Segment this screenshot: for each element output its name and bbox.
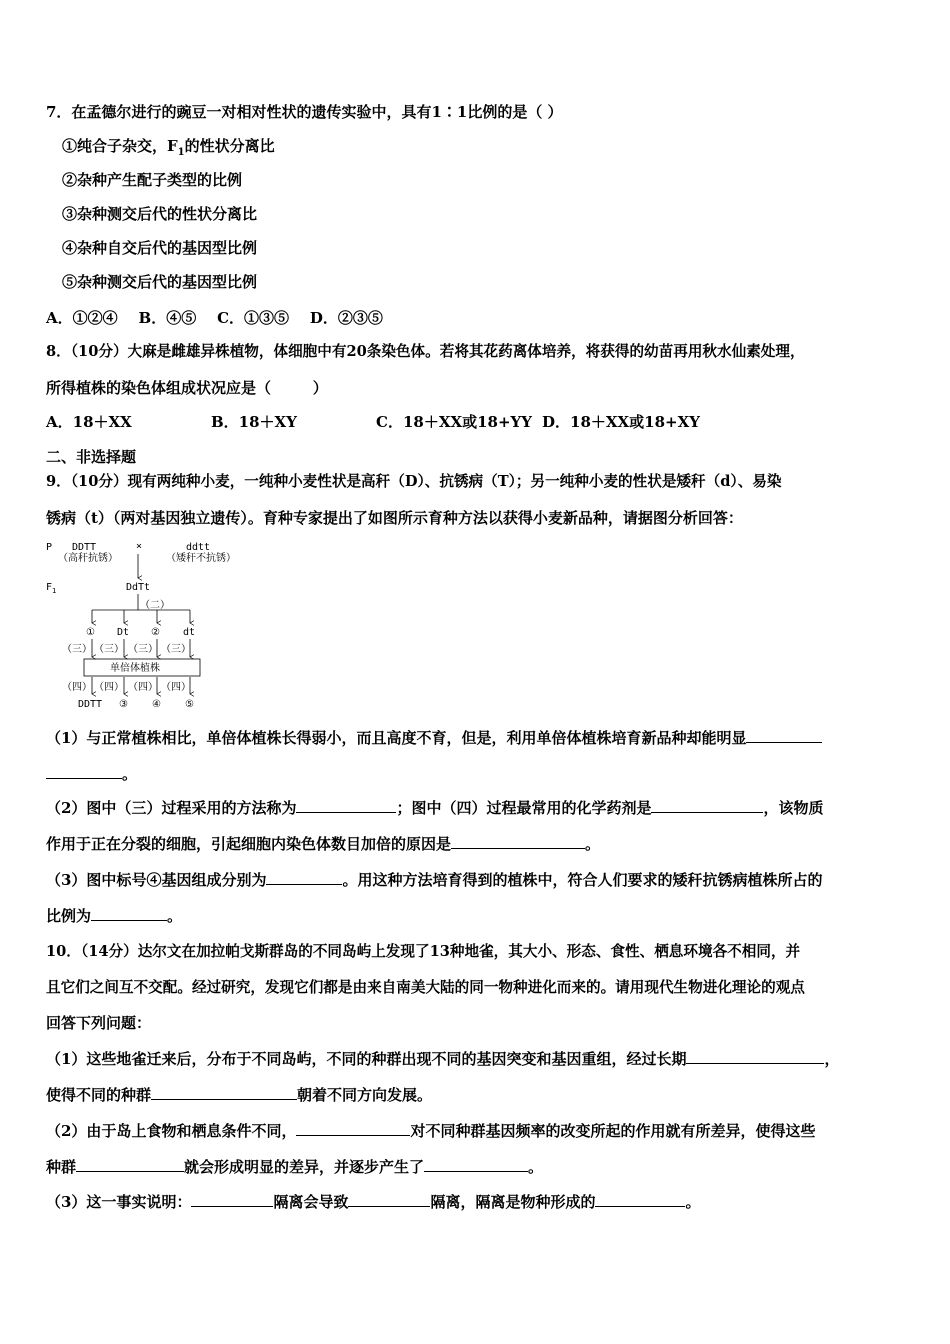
diagram-f1-label-sub: 1 [52, 587, 57, 595]
q9-sub1 [46, 728, 822, 748]
q9-sub2-text-a: （2）图中（三）过程采用的方法称为 [46, 799, 297, 817]
q10-sub1 [46, 1049, 839, 1069]
q7-options: A．①②④ B．④⑤ C．①③⑤ D．②③⑤ [46, 309, 383, 327]
q10-sub1-text-b: ， [824, 1050, 840, 1068]
q7-item-1-text: ①纯合子杂交，F [62, 137, 178, 155]
q7-item-2: ②杂种产生配子类型的比例 [62, 171, 243, 189]
q9-sub2-text-c: ，该物质 [763, 799, 824, 817]
q10-line3: 回答下列问题： [46, 1014, 152, 1032]
diagram-f1: DdTt [126, 582, 151, 593]
diagram-result-1: DDTT [78, 699, 103, 710]
q10-sub1-text-a: （1）这些地雀迁来后，分布于不同岛屿，不同的种群出现不同的基因突变和基因重组，经过长期 [46, 1050, 687, 1068]
q9-sub2 [46, 798, 823, 818]
q10-sub3-text-c: 隔离，隔离是物种形成的 [430, 1193, 596, 1211]
q9-sub3-text-b: 。用这种方法培育得到的植株中，符合人们要求的矮秆抗锈病植株所占的 [342, 871, 823, 889]
diagram-step4-2: （四） [94, 682, 124, 693]
q7-item-4: ④杂种自交后代的基因型比例 [62, 239, 258, 257]
diagram-step3-3: （三） [128, 644, 158, 655]
q9-sub2-cont [46, 834, 600, 854]
q10-sub1-text-c: 使得不同的种群 [46, 1086, 152, 1104]
q10-sub2-text-e: 。 [528, 1158, 544, 1176]
diagram-haploid-label: 单倍体植株 [110, 663, 160, 674]
q8-option-c: C．18＋XX或18+YY [376, 413, 532, 431]
q9-sub3 [46, 870, 822, 890]
q7-item-5: ⑤杂种测交后代的基因型比例 [62, 273, 258, 291]
q9-line1: 9．（10分）现有两纯种小麦，一纯种小麦性状是高秆（D）、抗锈病（T）；另一纯种小麦的性状是矮秆（d）、易染 [46, 473, 782, 490]
q9-sub3-text-d: 。 [167, 907, 183, 925]
q7-item-1-post: 的性状分离比 [184, 137, 275, 155]
q9-sub1-blank-a[interactable] [746, 728, 822, 743]
q10-sub2-text-b: 对不同种群基因频率的改变所起的作用就有所差异，使得这些 [410, 1122, 816, 1140]
diagram-f1-label-text: F [46, 582, 53, 593]
diagram-f1-label [46, 582, 56, 595]
breeding-diagram [44, 536, 264, 716]
q10-sub2-blank-c[interactable] [424, 1157, 528, 1172]
diagram-parent2-desc: （矮秆不抗锈） [166, 553, 236, 564]
q9-sub3-text-a: （3）图中标号④基因组成分别为 [46, 871, 267, 889]
q10-sub3-blank-c[interactable] [595, 1192, 685, 1207]
q9-sub2-blank-chemical[interactable] [651, 798, 763, 813]
q10-sub2-cont [46, 1157, 543, 1177]
section-title: 二、非选择题 [46, 448, 137, 466]
q10-sub2-text-c: 种群 [46, 1158, 77, 1176]
diagram-gamete-3: ② [151, 627, 160, 638]
q10-line2: 且它们之间互不交配。经过研究，发现它们都是由来自南美大陆的同一物种进化而来的。请用现代生物进化理论的观点 [46, 979, 805, 996]
diagram-result-3: ④ [152, 699, 161, 710]
q10-sub1-blank-b[interactable] [151, 1085, 297, 1100]
q9-sub2-blank-method[interactable] [296, 798, 396, 813]
q9-sub3-blank-ratio[interactable] [91, 906, 167, 921]
q10-sub3-text-d: 。 [685, 1193, 701, 1211]
q10-sub2-blank-b[interactable] [76, 1157, 184, 1172]
q9-sub3-text-c: 比例为 [46, 907, 92, 925]
q10-sub1-blank-a[interactable] [686, 1049, 824, 1064]
diagram-result-2: ③ [119, 699, 128, 710]
q10-sub1-text-d: 朝着不同方向发展。 [297, 1086, 433, 1104]
q9-sub1-blank-b[interactable] [46, 764, 122, 779]
q10-sub3-text-b: 隔离会导致 [273, 1193, 349, 1211]
q10-sub2-blank-a[interactable] [296, 1121, 410, 1136]
diagram-parent1-desc: （高秆抗锈） [58, 553, 118, 564]
diagram-step2: （二） [140, 600, 170, 611]
diagram-gamete-1: ① [86, 627, 95, 638]
q8-option-a: A．18＋XX [46, 413, 132, 431]
q10-sub3-blank-a[interactable] [191, 1192, 273, 1207]
diagram-parent2: ddtt [186, 542, 211, 553]
q9-sub2-blank-reason[interactable] [451, 834, 585, 849]
q10-sub1-cont [46, 1085, 432, 1105]
q9-sub2-text-e: 。 [585, 835, 601, 853]
q7-stem: 7．在孟德尔进行的豌豆一对相对性状的遗传实验中，具有1∶1比例的是（ ） [46, 103, 563, 121]
q10-sub3 [46, 1192, 701, 1212]
diagram-p-label: P [46, 542, 53, 553]
diagram-cross: × [136, 541, 143, 552]
q8-line1: 8．（10分）大麻是雌雄异株植物，体细胞中有20条染色体。若将其花药离体培养，将获得的幼苗再用秋水仙素处理， [46, 343, 805, 360]
q9-sub1-cont [46, 764, 137, 784]
diagram-step4-3: （四） [128, 682, 158, 693]
diagram-step3-1: （三） [62, 644, 92, 655]
q10-sub2-text-a: （2）由于岛上食物和栖息条件不同， [46, 1122, 297, 1140]
diagram-step4-4: （四） [161, 682, 191, 693]
q8-line2: 所得植株的染色体组成状况应是（ ） [46, 379, 328, 397]
q7-item-1-sub: 1 [177, 147, 185, 158]
q7-item-1 [62, 136, 275, 163]
q8-option-d: D．18＋XX或18+XY [542, 413, 700, 431]
q9-sub3-cont [46, 906, 182, 926]
q9-sub2-text-b: ；图中（四）过程最常用的化学药剂是 [396, 799, 652, 817]
q10-line1: 10．（14分）达尔文在加拉帕戈斯群岛的不同岛屿上发现了13种地雀，其大小、形态、食性、栖息环境各不相同，并 [46, 943, 801, 960]
q9-sub3-blank-genotype[interactable] [266, 870, 342, 885]
q9-sub2-text-d: 作用于正在分裂的细胞，引起细胞内染色体数目加倍的原因是 [46, 835, 452, 853]
q10-sub3-text-a: （3）这一事实说明： [46, 1193, 192, 1211]
q8-option-b: B．18＋XY [211, 413, 297, 431]
diagram-step3-2: （三） [94, 644, 124, 655]
diagram-step3-4: （三） [161, 644, 191, 655]
q10-sub2 [46, 1121, 815, 1141]
q9-line2: 锈病（t）（两对基因独立遗传）。育种专家提出了如图所示育种方法以获得小麦新品种，请据图分析回答： [46, 509, 743, 527]
q9-sub1-text: （1）与正常植株相比，单倍体植株长得弱小，而且高度不育，但是，利用单倍体植株培育新品种却能明显 [46, 729, 747, 747]
q9-sub1-end: 。 [122, 765, 138, 783]
diagram-parent1: DDTT [72, 542, 97, 553]
q10-sub2-text-d: 就会形成明显的差异，并逐步产生了 [184, 1158, 425, 1176]
q7-item-3: ③杂种测交后代的性状分离比 [62, 205, 258, 223]
q10-sub3-blank-b[interactable] [348, 1192, 430, 1207]
diagram-step4-1: （四） [62, 682, 92, 693]
diagram-result-4: ⑤ [185, 699, 194, 710]
diagram-gamete-4: dt [183, 627, 196, 638]
diagram-gamete-2: Dt [117, 627, 130, 638]
